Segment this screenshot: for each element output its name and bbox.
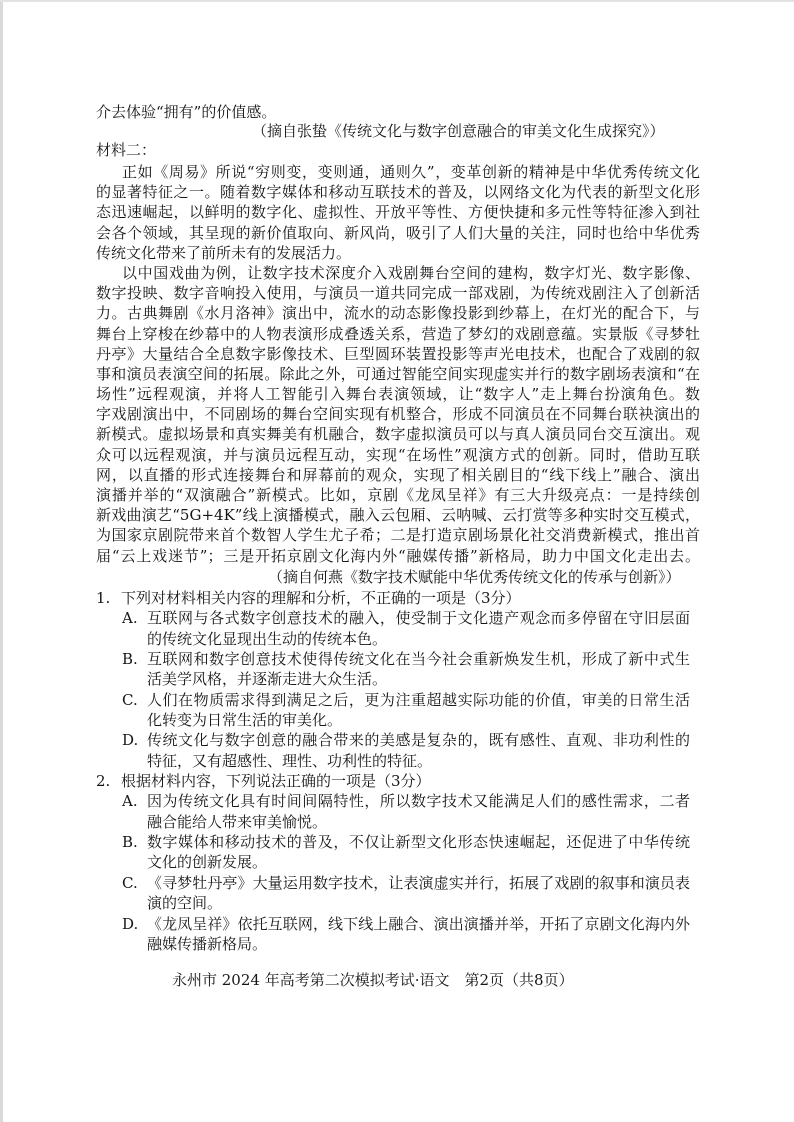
option-text-line: 《龙凤呈祥》依托互联网，线下线上融合、演出演播并举，开拓了京剧文化海内外 xyxy=(147,914,690,933)
option-text-line: 文化的创新发展。 xyxy=(147,853,268,872)
text-line: 事和演员表演空间的拓展。除此之外，可通过智能空间实现虚实并行的数字剧场表演和“在 xyxy=(96,364,700,383)
option-d-continued xyxy=(96,751,696,771)
option-c-continued xyxy=(96,710,696,730)
option-d xyxy=(96,914,696,934)
option-text-line: 传统文化与数字创意的融合带来的美感是复杂的，既有感性、直观、非功利性的 xyxy=(147,731,690,750)
material-2-body xyxy=(96,162,700,566)
text-line: 为国家京剧院带来首个数智人学生尤子希；二是打造京剧场景化社交消费新模式，推出首 xyxy=(96,526,700,545)
option-text-line: 人们在物质需求得到满足之后，更为注重超越实际功能的价值，审美的日常生活 xyxy=(147,690,690,709)
option-a xyxy=(96,791,696,811)
question-number: 2. xyxy=(96,772,111,791)
option-text-line: 演的空间。 xyxy=(147,894,223,913)
option-letter: B. xyxy=(122,833,138,852)
source-citation-1: （摘自张蛰《传统文化与数字创意融合的审美文化生成探究》） xyxy=(252,122,665,140)
text-line: 态迅速崛起，以鲜明的数字化、虚拟性、开放平等性、方便快捷和多元性等特征渗入到社 xyxy=(96,203,700,222)
question-number: 1. xyxy=(96,589,111,607)
material-2-heading: 材料二： xyxy=(96,141,157,159)
option-b-continued xyxy=(96,852,696,872)
text-line: 字戏剧演出中，不同剧场的舞台空间实现有机整合，形成不同演员在不同舞台联袂演出的 xyxy=(96,405,700,424)
option-text-line: 化转变为日常生活的审美化。 xyxy=(147,711,343,730)
text-line: 新戏曲演艺“5G+4K”线上演播模式，融入云包厢、云呐喊、云打赏等多种实时交互模式， xyxy=(96,506,700,525)
questions-section xyxy=(96,588,696,954)
option-text-line: 活美学风格，并逐渐走进大众生活。 xyxy=(147,670,388,689)
option-d xyxy=(96,730,696,750)
option-text-line: 的传统文化显现出生动的传统本色。 xyxy=(147,629,388,648)
option-text-line: 互联网和数字创意技术使得传统文化在当今社会重新焕发生机，形成了新中式生 xyxy=(147,650,690,669)
question-1-stem-row xyxy=(96,588,696,608)
option-letter: C. xyxy=(122,873,138,892)
option-letter: B. xyxy=(122,650,138,669)
question-stem: 根据材料内容，下列说法正确的一项是（3分） xyxy=(121,772,431,791)
scan-edge xyxy=(0,0,3,1122)
text-line: 传统文化带来了前所未有的发展活力。 xyxy=(96,243,352,262)
option-letter: D. xyxy=(122,914,139,933)
text-line: 网，以直播的形式连接舞台和屏幕前的观众，实现了相关剧目的“线下线上”融合、演出 xyxy=(96,465,700,484)
option-text-line: 融合能给人带来审美愉悦。 xyxy=(147,812,328,831)
text-line: 舞台上穿梭在纱幕中的人物表演形成叠透关系，营造了梦幻的戏剧意蕴。实景版《寻梦牡 xyxy=(96,324,700,343)
text-line: 丹亭》大量结合全息数字影像技术、巨型圆环装置投影等声光电技术，也配合了戏剧的叙 xyxy=(96,344,700,363)
text-line: 众可以远程观演，并与演员远程互动，实现“在场性”观演方式的创新。同时，借助互联 xyxy=(96,445,700,464)
material-2-paragraph-1 xyxy=(96,162,700,263)
option-text-line: 互联网与各式数字创意技术的融入，使受制于文化遗产观念而多停留在守旧层面 xyxy=(147,609,690,628)
option-letter: D. xyxy=(122,731,139,750)
text-line: 正如《周易》所说“穷则变，变则通，通则久”，变革创新的精神是中华优秀传统文化 xyxy=(122,163,700,181)
option-letter: A. xyxy=(122,792,138,811)
text-line: 数字投映、数字音响投入使用，与演员一道共同完成一部戏剧，为传统戏剧注入了创新活 xyxy=(96,284,700,303)
option-text-line: 数字媒体和移动技术的普及，不仅让新型文化形态快速崛起，还促进了中华传统 xyxy=(147,833,690,852)
option-letter: C. xyxy=(122,690,138,709)
source-citation-2: （摘自何燕《数字技术赋能中华优秀传统文化的传承与创新》） xyxy=(268,568,681,586)
option-text-line: 融媒传播新格局。 xyxy=(147,934,268,953)
option-letter: A. xyxy=(122,609,138,628)
option-a-continued xyxy=(96,629,696,649)
option-a xyxy=(96,608,696,628)
option-text-line: 特征，又有超感性、理性、功利性的特征。 xyxy=(147,751,433,770)
text-line: 届“云上戏迷节”；三是开拓京剧文化海内外“融媒传播”新格局，助力中国文化走出去。 xyxy=(96,546,700,565)
option-text-line: 因为传统文化具有时间间隔特性，所以数字技术又能满足人们的感性需求，二者 xyxy=(147,792,690,811)
text-line: 场性”远程观演，并将人工智能引入舞台表演领域，让“数字人”走上舞台扮演角色。数 xyxy=(96,385,700,404)
text-line: 力。古典舞剧《水月洛神》演出中，流水的动态影像投影到纱幕上，在灯光的配合下，与 xyxy=(96,304,700,323)
option-c xyxy=(96,873,696,893)
scan-edge-top xyxy=(0,0,794,2)
option-text-line: 《寻梦牡丹亭》大量运用数字技术，让表演虚实并行，拓展了戏剧的叙事和演员表 xyxy=(147,873,690,892)
option-c xyxy=(96,690,696,710)
option-b-continued xyxy=(96,669,696,689)
material-2-paragraph-2 xyxy=(96,263,700,566)
question-stem: 下列对材料相关内容的理解和分析，不正确的一项是（3分） xyxy=(121,589,521,607)
text-line: 的显著特征之一。随着数字媒体和移动互联技术的普及，以网络文化为代表的新型文化形 xyxy=(96,183,700,202)
text-line: 新模式。虚拟场景和真实舞美有机融合，数字虚拟演员可以与真人演员同台交互演出。观 xyxy=(96,425,700,444)
option-a-continued xyxy=(96,812,696,832)
option-b xyxy=(96,832,696,852)
question-2-stem-row xyxy=(96,771,696,791)
option-b xyxy=(96,649,696,669)
option-c-continued xyxy=(96,893,696,913)
text-line: 会各个领域，其呈现的新价值取向、新风尚，吸引了人们大量的关注，同时也给中华优秀 xyxy=(96,223,700,242)
text-line: 演播并举的“双演融合”新模式。比如，京剧《龙凤呈祥》有三大升级亮点：一是持续创 xyxy=(96,486,700,504)
option-d-continued xyxy=(96,934,696,954)
continuation-line: 介去体验“拥有”的价值感。 xyxy=(96,103,277,121)
text-line: 以中国戏曲为例，让数字技术深度介入戏剧舞台空间的建构，数字灯光、数字影像、 xyxy=(122,263,700,282)
page-footer: 永州市 2024 年高考第二次模拟考试·语文 第2页（共8页） xyxy=(172,971,574,989)
